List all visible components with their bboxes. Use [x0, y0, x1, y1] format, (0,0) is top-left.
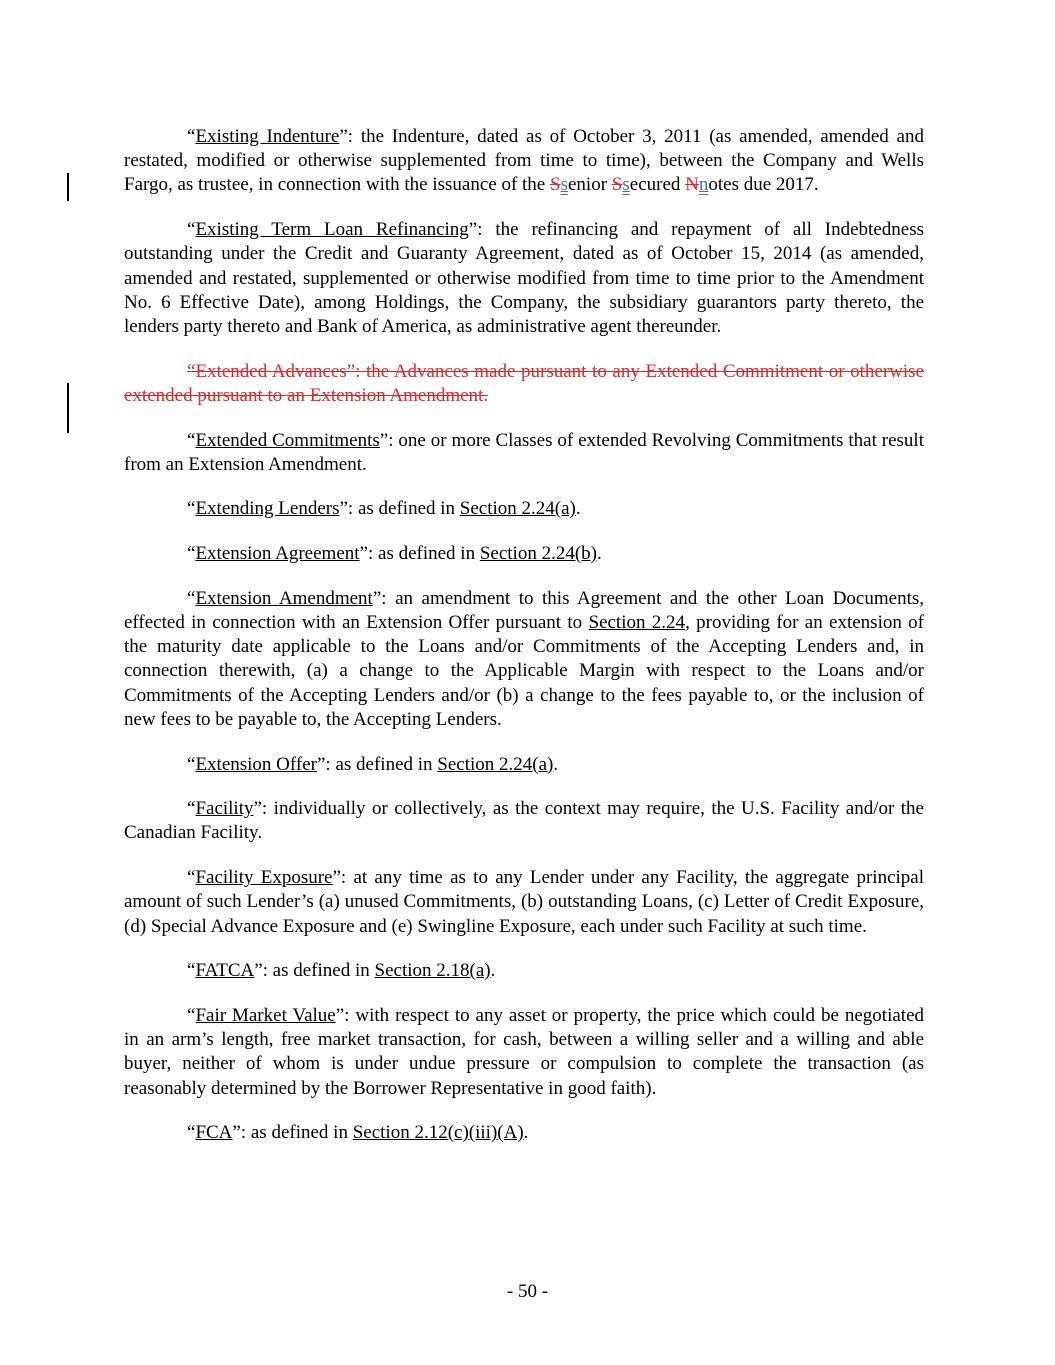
page-number: - 50 -: [506, 1281, 549, 1302]
defined-term: Existing Term Loan Refinancing: [195, 219, 469, 241]
deleted-text: S: [550, 174, 561, 196]
section-reference: Section 2.18(a): [374, 960, 491, 982]
definition-extending-lenders: “Extending Lenders”: as defined in Section 2.24(a).: [187, 498, 581, 520]
deleted-text: S: [611, 174, 623, 196]
section-reference: Section 2.12(c)(iii)(A): [352, 1122, 524, 1144]
inserted-text: s: [622, 174, 630, 196]
change-bar-2: [67, 383, 69, 433]
inserted-text: s: [560, 174, 568, 196]
definition-existing-indenture: “Existing Indenture”: the Indenture, dated as of October 3, 2011 (as amended, amended and restated, modified or otherwise supplemented from time to time), between the Company and Wells Fargo, as trustee, in connection with the issuance of the Ssenior Ssecured Nnotes due 2017.: [124, 126, 924, 196]
section-reference: Section 2.24(b): [479, 543, 597, 565]
definition-fair-market-value: “Fair Market Value”: with respect to any asset or property, the price which could be negotiated in an arm’s length, free market transaction, for cash, between a willing seller and a willing and able buyer, neither of whom is under undue pressure or compulsion to complete the transaction (as reasonably determined by the Borrower Representative in good faith).: [124, 1004, 925, 1099]
section-reference: Section 2.24: [588, 612, 686, 634]
deleted-definition-extended-advances: “Extended Advances”: the Advances made pursuant to any Extended Commitment or otherwise extended pursuant to an Extension Amendment.: [124, 360, 924, 406]
definition-fca: “FCA”: as defined in Section 2.12(c)(iii)(A).: [187, 1122, 529, 1144]
inserted-text: n: [698, 174, 709, 196]
definition-existing-term-loan-refinancing: “Existing Term Loan Refinancing”: the refinancing and repayment of all Indebtedness outstanding under the Credit and Guaranty Agreement, dated as of October 15, 2014 (as amended, amended and restated, supplemented or otherwise modified from time to time prior to the Amendment No. 6 Effective Date), among Holdings, the Company, the subsidiary guarantors party thereto, the lenders party thereto and Bank of America, as administrative agent thereunder.: [124, 219, 924, 337]
change-bar-1: [67, 173, 69, 201]
section-reference: Section 2.24(a): [459, 498, 576, 520]
definition-fatca: “FATCA”: as defined in Section 2.18(a).: [187, 960, 496, 982]
definition-extension-amendment: “Extension Amendment”: an amendment to this Agreement and the other Loan Documents, effected in connection with an Extension Offer pursuant to Section 2.24, providing for an extension of the maturity date applicable to the Loans and/or Commitments of the Accepting Lenders and, in connection therewith, (a) a change to the Applicable Margin with respect to the Loans and/or Commitments of the Accepting Lenders and/or (b) a change to the fees payable to, or the inclusion of new fees to be payable to, the Accepting Lenders.: [124, 587, 924, 730]
section-reference: Section 2.24(a): [437, 753, 554, 775]
definition-extended-commitments: “Extended Commitments”: one or more Classes of extended Revolving Commitments that result from an Extension Amendment.: [124, 429, 924, 475]
definition-extension-offer: “Extension Offer”: as defined in Section 2.24(a).: [187, 753, 559, 775]
defined-term: Extension Amendment: [195, 587, 373, 609]
defined-term: Extending Lenders: [195, 498, 340, 520]
defined-term: Existing Indenture: [195, 126, 340, 147]
definition-facility-exposure: “Facility Exposure”: at any time as to any Lender under any Facility, the aggregate principal amount of such Lender’s (a) unused Commitments, (b) outstanding Loans, (c) Letter of Credit Exposure, (d) Special Advance Exposure and (e) Swingline Exposure, each under such Facility at such time.: [124, 867, 924, 937]
defined-term: FATCA: [195, 960, 255, 982]
document-page: [124, 125, 924, 1166]
defined-term: Facility: [195, 798, 254, 820]
definition-extension-agreement: “Extension Agreement”: as defined in Section 2.24(b).: [187, 543, 602, 565]
defined-term: Extended Advances: [195, 360, 347, 382]
defined-term: FCA: [195, 1122, 233, 1144]
defined-term: Extension Agreement: [195, 543, 360, 565]
definition-facility: “Facility”: individually or collectively, as the context may require, the U.S. Facility and/or the Canadian Facility.: [124, 798, 924, 844]
deleted-text: N: [685, 174, 699, 196]
defined-term: Extended Commitments: [195, 429, 380, 451]
defined-term: Facility Exposure: [195, 867, 333, 889]
defined-term: Extension Offer: [195, 753, 317, 775]
defined-term: Fair Market Value: [195, 1004, 336, 1026]
